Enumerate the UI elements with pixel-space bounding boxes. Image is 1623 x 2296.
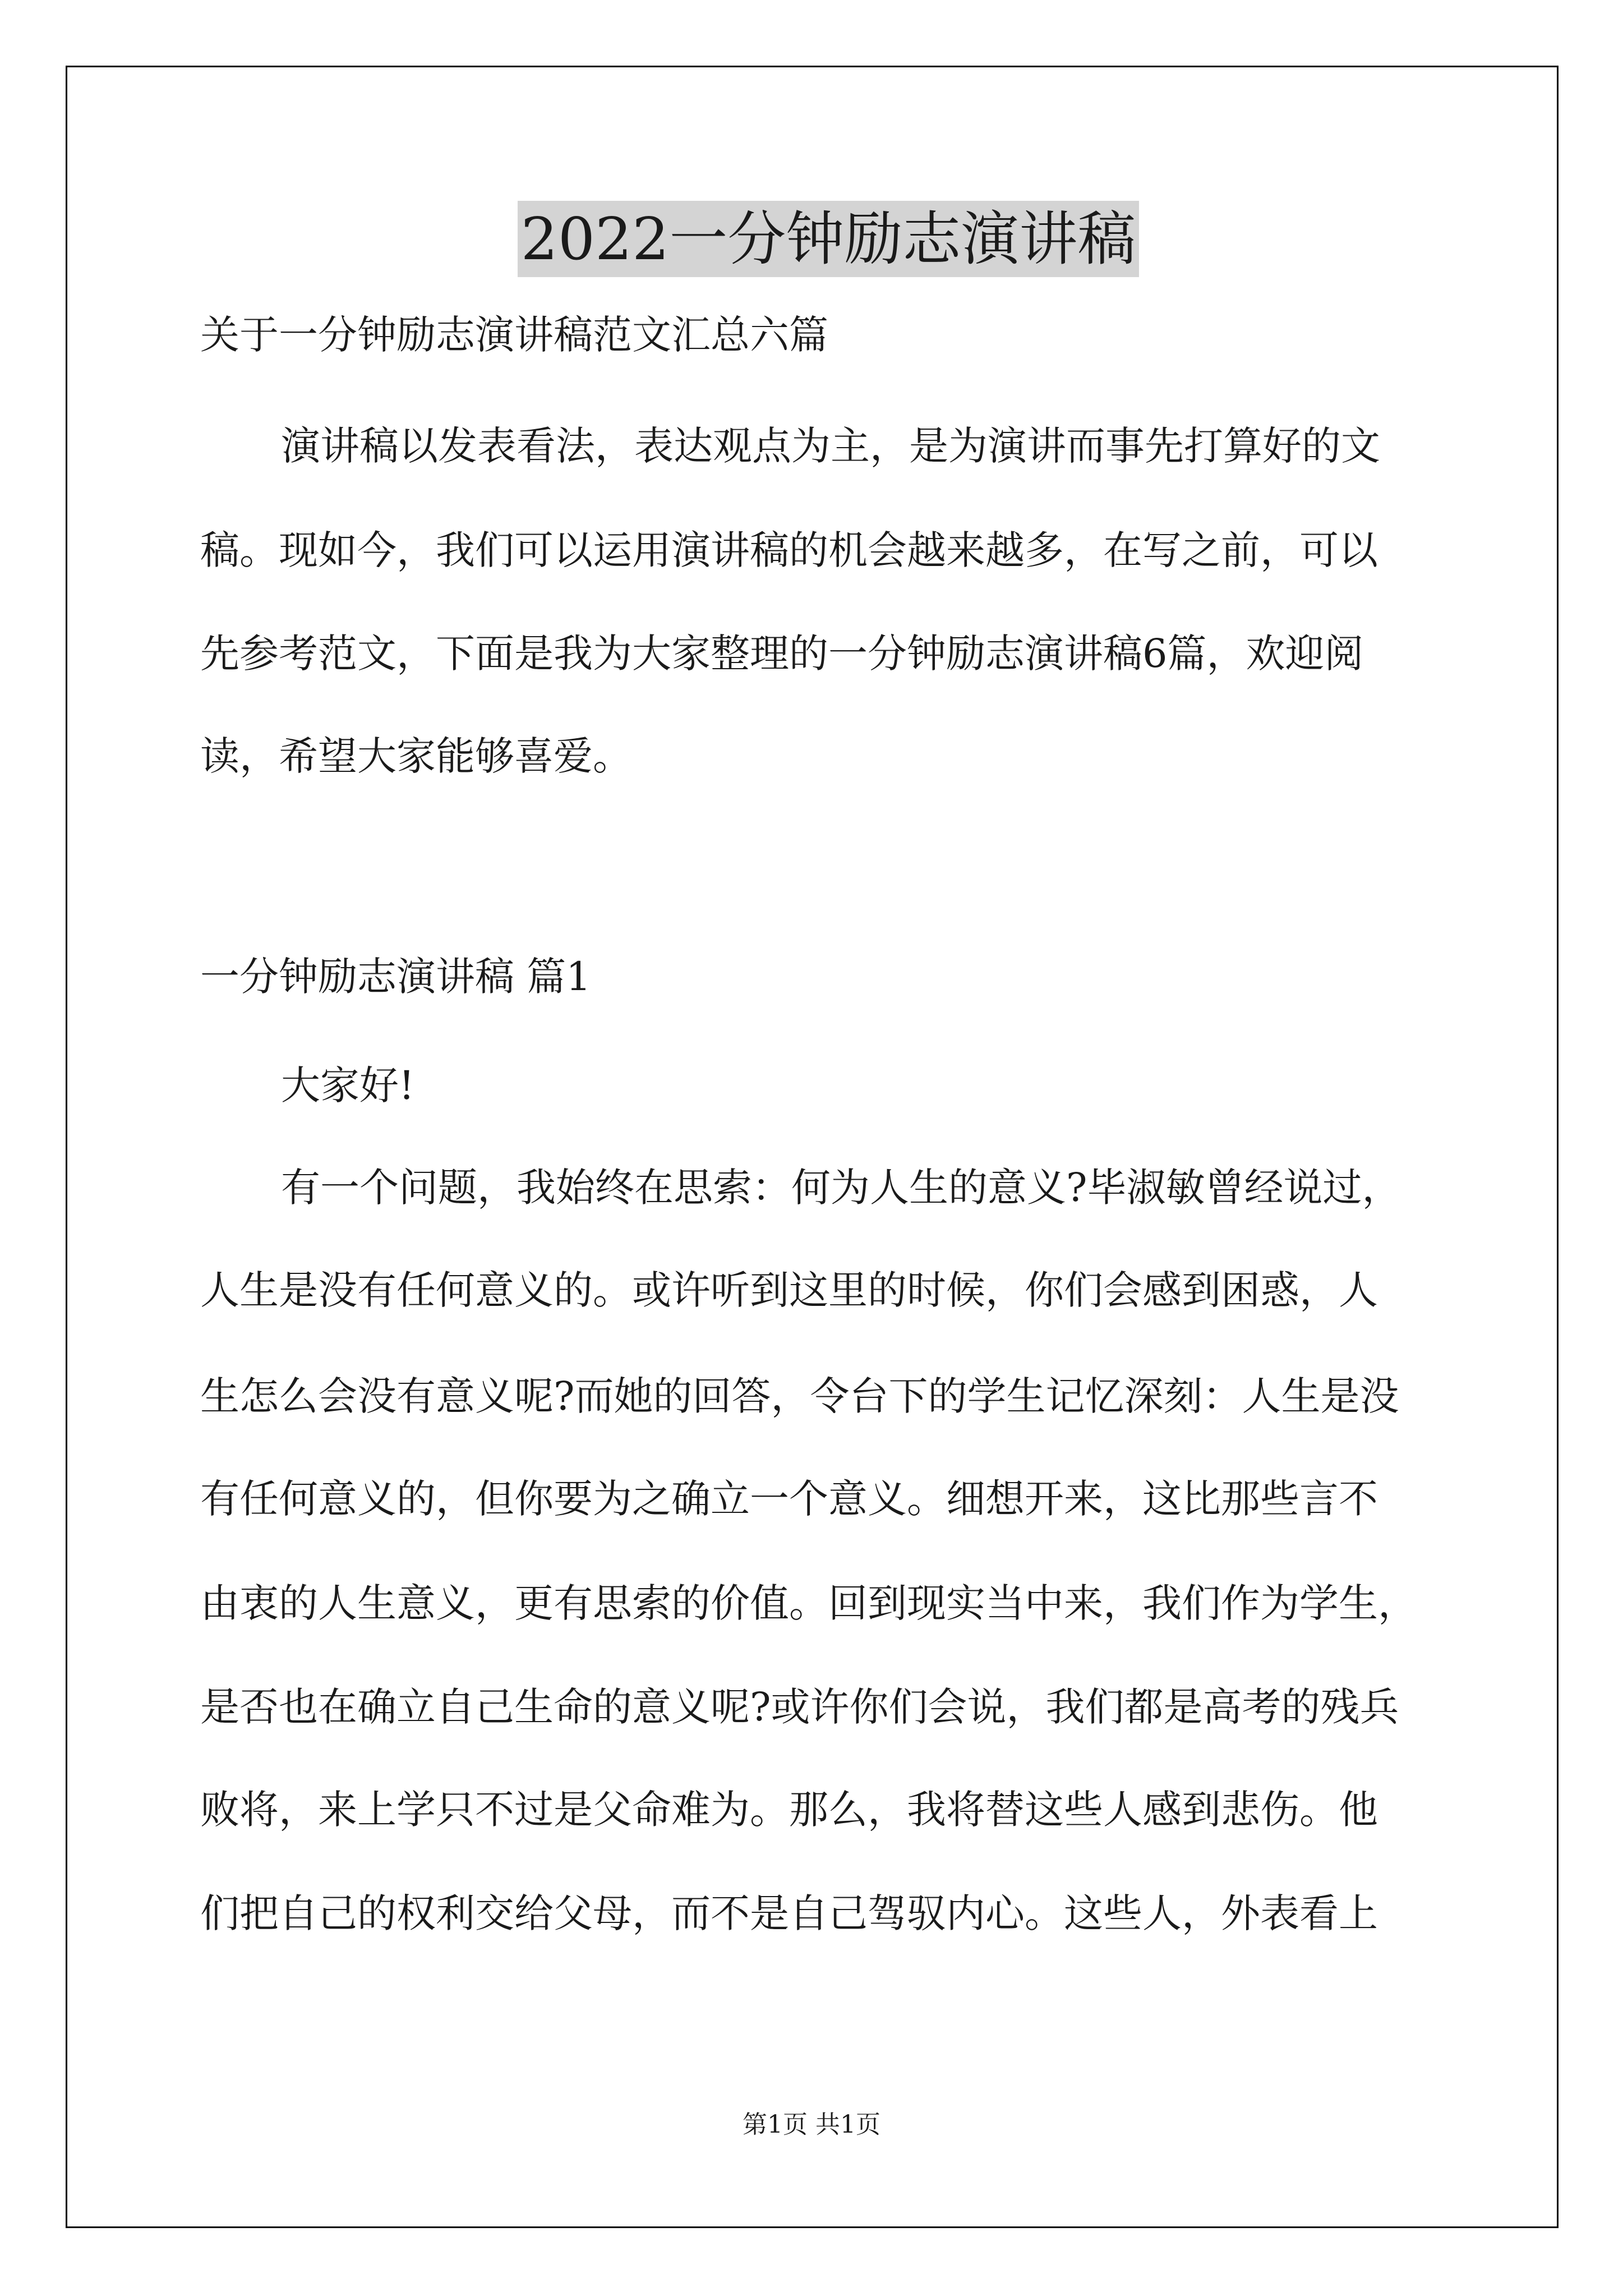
title-wrapper [200,201,1456,277]
body-line-1: 有一个问题，我始终在思索：何为人生的意义?毕淑敏曾经说过， [281,1165,1401,1211]
page-footer: 第1页 共1页 [743,2110,880,2139]
document-title: 2022一分钟励志演讲稿 [518,201,1140,277]
body-line-3: 生怎么会没有意义呢?而她的回答，令台下的学生记忆深刻：人生是没 [200,1373,1399,1419]
intro-line-4: 读，希望大家能够喜爱。 [200,733,632,779]
body-line-7: 败将，来上学只不过是父命难为。那么，我将替这些人感到悲伤。他 [200,1787,1378,1833]
intro-line-3: 先参考范文，下面是我为大家整理的一分钟励志演讲稿6篇，欢迎阅 [200,631,1364,677]
body-line-8: 们把自己的权利交给父母，而不是自己驾驭内心。这些人，外表看上 [200,1890,1378,1936]
body-line-5: 由衷的人生意义，更有思索的价值。回到现实当中来，我们作为学生， [200,1580,1417,1626]
intro-line-1: 演讲稿以发表看法，表达观点为主，是为演讲而事先打算好的文 [281,423,1380,469]
section-heading: 一分钟励志演讲稿 篇1 [200,954,591,1000]
intro-line-2: 稿。现如今，我们可以运用演讲稿的机会越来越多，在写之前，可以 [200,527,1378,573]
greeting: 大家好! [281,1062,415,1108]
body-line-2: 人生是没有任何意义的。或许听到这里的时候，你们会感到困惑，人 [200,1267,1378,1313]
body-line-6: 是否也在确立自己生命的意义呢?或许你们会说，我们都是高考的残兵 [200,1684,1399,1730]
body-line-4: 有任何意义的，但你要为之确立一个意义。细想开来，这比那些言不 [200,1476,1378,1522]
document-subtitle: 关于一分钟励志演讲稿范文汇总六篇 [200,312,828,358]
